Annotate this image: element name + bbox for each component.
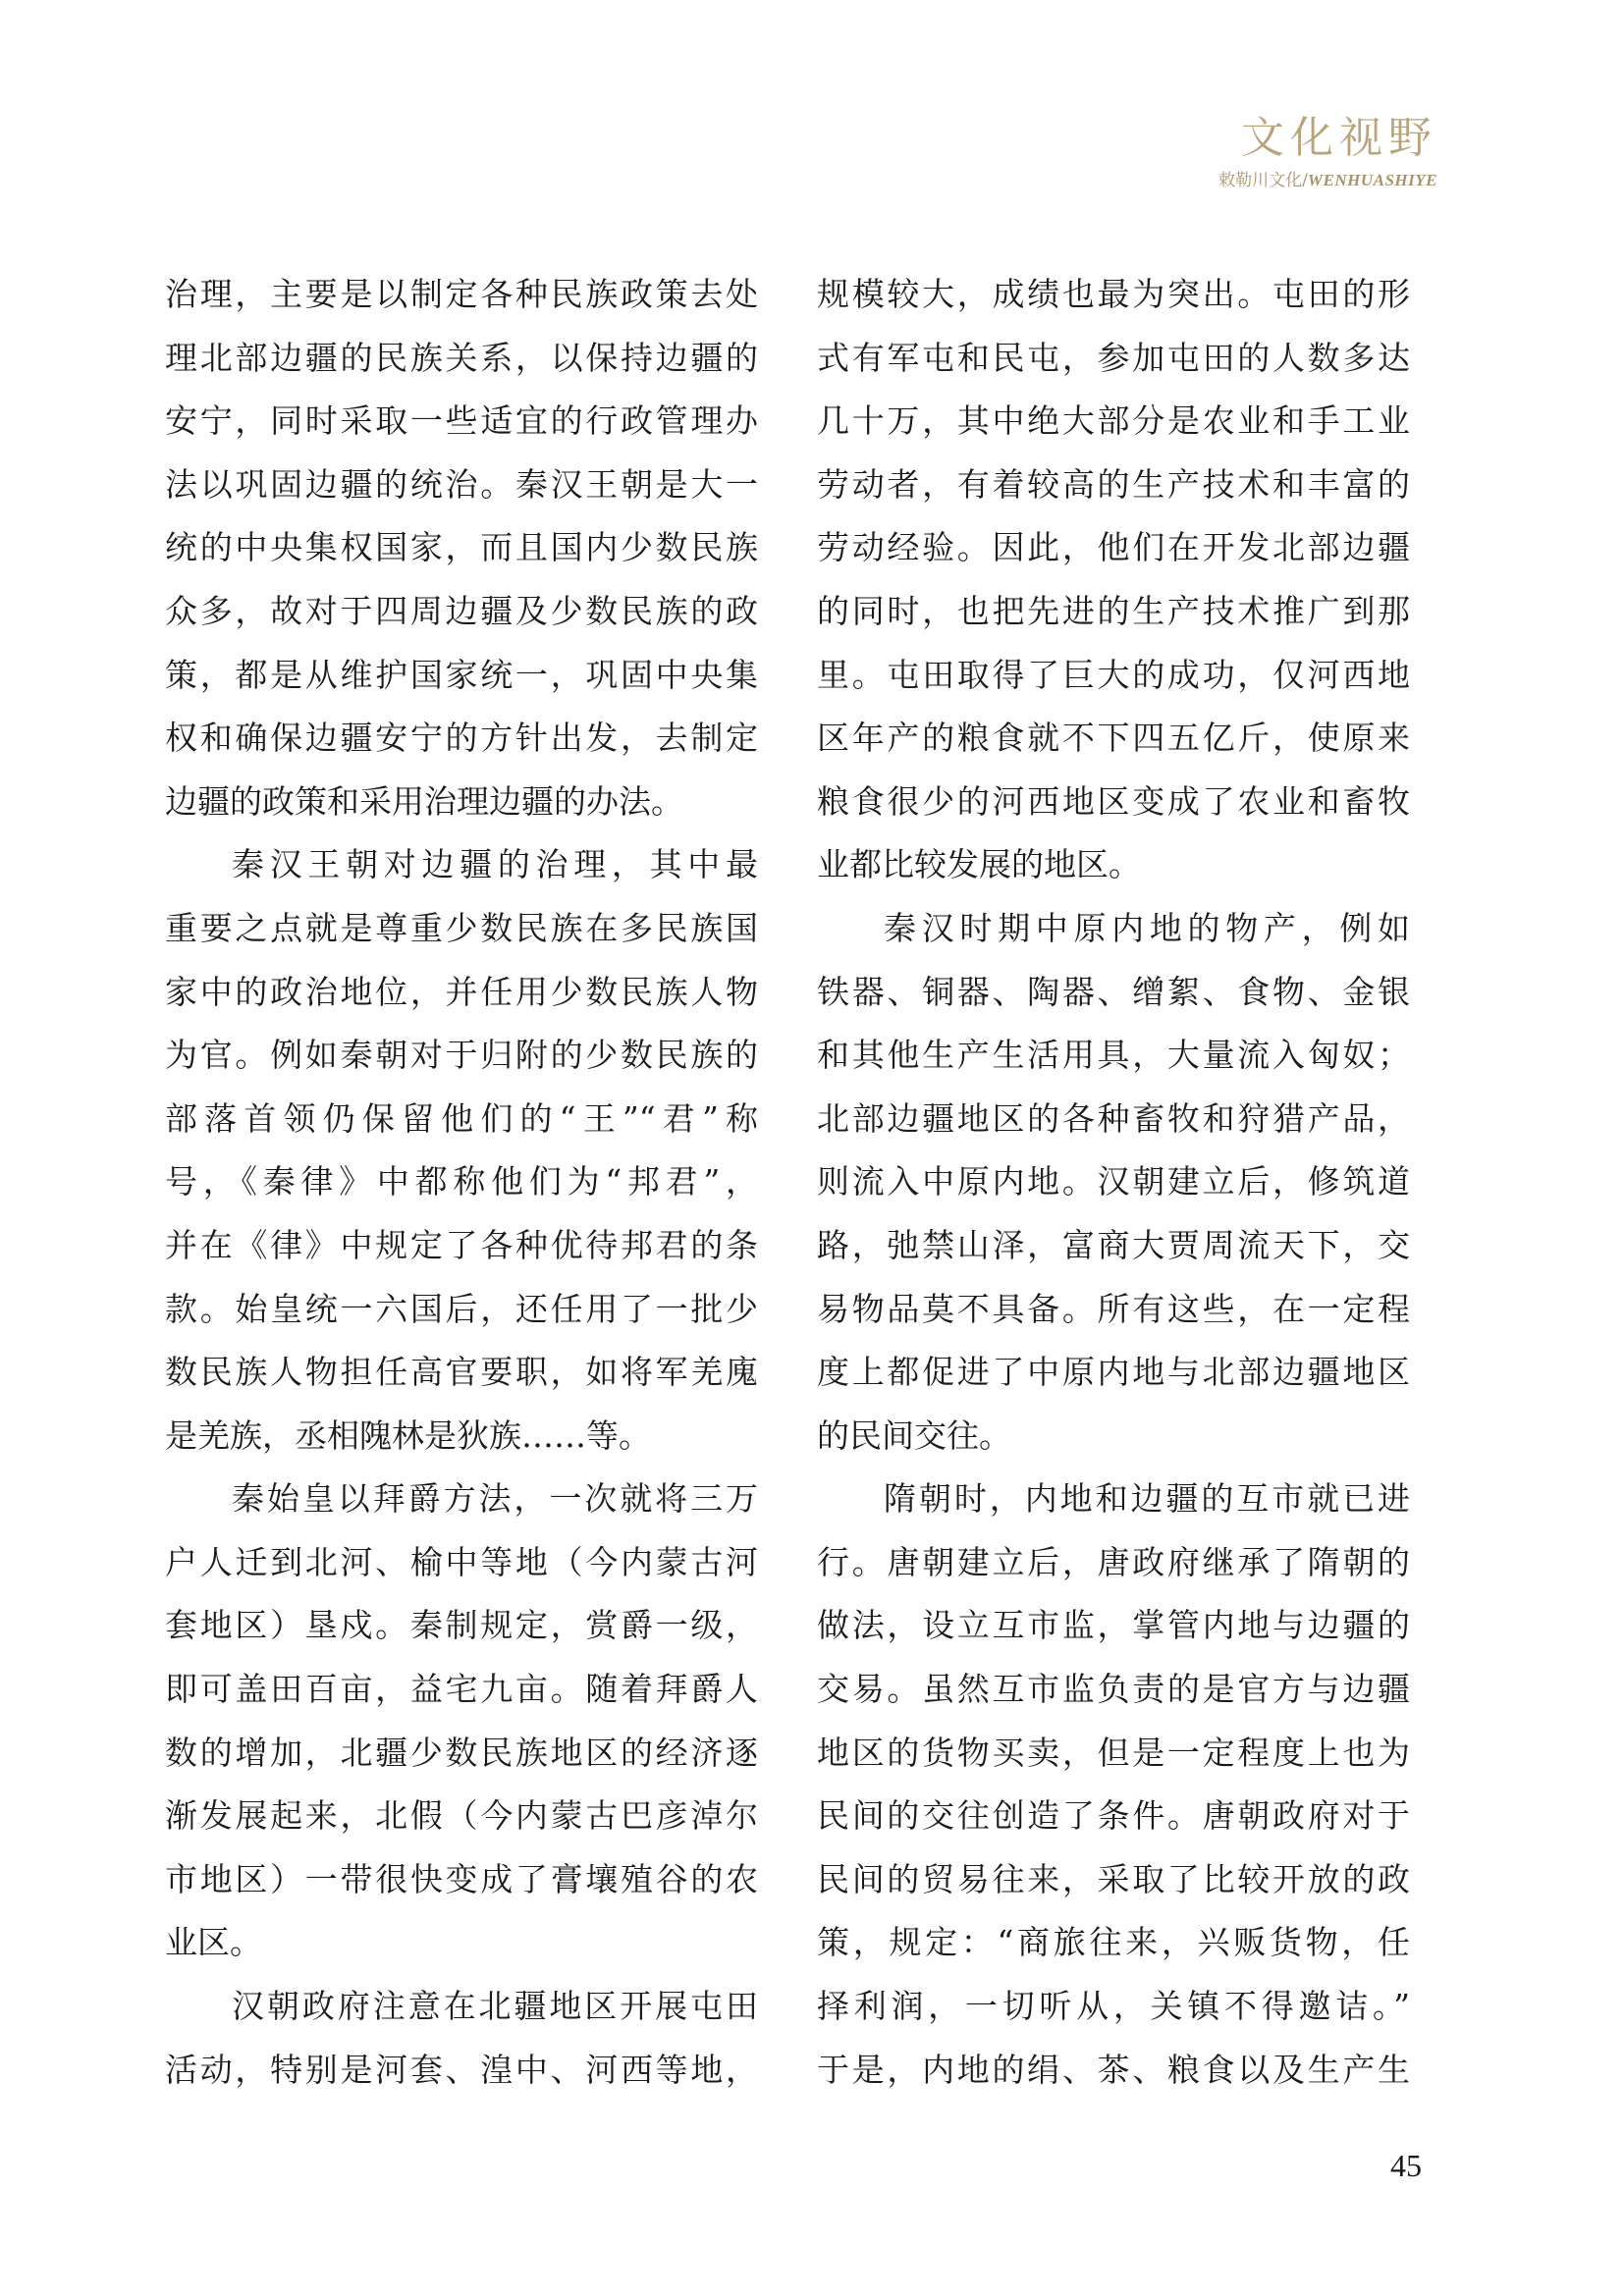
section-subtitle (1218, 169, 1437, 192)
section-title: 文化视野 (1241, 113, 1437, 163)
text-line: 则流入中原内地。汉朝建立后，修筑道 (817, 1162, 1410, 1201)
text-line: 户人迁到北河、榆中等地（今内蒙古河 (165, 1542, 758, 1581)
text-line: 治理，主要是以制定各种民族政策去处 (165, 275, 758, 313)
text-line: 家中的政治地位，并任用少数民族人物 (165, 972, 758, 1011)
text-line: 套地区）垦戍。秦制规定，赏爵一级， (165, 1606, 758, 1645)
left-column (165, 263, 758, 2102)
text-line: 隋朝时，内地和边疆的互市就已进 (884, 1479, 1410, 1519)
text-line: 渐发展起来，北假（今内蒙古巴彦淖尔 (165, 1796, 758, 1836)
text-line: 秦始皇以拜爵方法，一次就将三万 (232, 1479, 758, 1519)
text-line: 劳动者，有着较高的生产技术和丰富的 (817, 464, 1410, 504)
text-line: 众多，故对于四周边疆及少数民族的政 (165, 591, 758, 630)
text-line: 策，都是从维护国家统一，巩固中央集 (165, 655, 758, 694)
text-line: 数的增加，北疆少数民族地区的经济逐 (165, 1733, 758, 1772)
text-line: 策，规定：“商旅往来，兴贩货物，任 (817, 1923, 1410, 1962)
subtitle-english: WENHUASHIYE (1307, 171, 1437, 189)
text-line: 为官。例如秦朝对于归附的少数民族的 (165, 1036, 758, 1075)
text-line: 权和确保边疆安宁的方针出发，去制定 (165, 719, 758, 758)
text-line: 规模较大，成绩也最为突出。屯田的形 (817, 275, 1410, 313)
text-line: 择利润，一切听从，关镇不得邀诘。” (817, 1987, 1410, 2026)
text-line: 几十万，其中绝大部分是农业和手工业 (817, 401, 1410, 441)
text-line: 粮食很少的河西地区变成了农业和畜牧 (817, 781, 1410, 821)
right-column (817, 263, 1410, 2102)
text-line: 铁器、铜器、陶器、缯絮、食物、金银 (817, 972, 1410, 1011)
text-line: 民间的交往创造了条件。唐朝政府对于 (817, 1796, 1410, 1836)
text-line: 和其他生产生活用具，大量流入匈奴； (817, 1036, 1410, 1075)
text-line: 部落首领仍保留他们的“王”“君”称 (165, 1098, 758, 1138)
text-line: 行。唐朝建立后，唐政府继承了隋朝的 (817, 1542, 1410, 1581)
text-line: 劳动经验。因此，他们在开发北部边疆 (817, 528, 1410, 567)
page-number: 45 (1390, 2148, 1422, 2183)
text-line: 重要之点就是尊重少数民族在多民族国 (165, 908, 758, 947)
text-line: 边疆的政策和采用治理边疆的办法。 (165, 781, 683, 821)
text-line: 做法，设立互市监，掌管内地与边疆的 (817, 1606, 1410, 1645)
text-line: 的同时，也把先进的生产技术推广到那 (817, 591, 1410, 630)
text-line: 里。屯田取得了巨大的成功，仅河西地 (817, 655, 1410, 694)
text-line: 民间的贸易往来，采取了比较开放的政 (817, 1859, 1410, 1898)
text-line: 活动，特别是河套、湟中、河西等地， (165, 2050, 758, 2089)
text-line: 于是，内地的绢、茶、粮食以及生产生 (817, 2050, 1410, 2089)
text-line: 地区的货物买卖，但是一定程度上也为 (817, 1733, 1410, 1772)
text-line: 数民族人物担任高官要职，如将军羌廆 (165, 1353, 758, 1392)
subtitle-chinese: 敕勒川文化/ (1218, 171, 1308, 190)
text-line: 区年产的粮食就不下四五亿斤，使原来 (817, 719, 1410, 758)
text-line: 统的中央集权国家，而且国内少数民族 (165, 528, 758, 567)
text-line: 汉朝政府注意在北疆地区开展屯田 (232, 1987, 758, 2026)
text-line: 并在《律》中规定了各种优待邦君的条 (165, 1225, 758, 1264)
text-line: 即可盖田百亩，益宅九亩。随着拜爵人 (165, 1670, 758, 1709)
text-line: 业区。 (165, 1923, 262, 1962)
page-header (1218, 110, 1437, 192)
text-line: 秦汉时期中原内地的物产，例如 (884, 908, 1410, 947)
text-line: 款。始皇统一六国后，还任用了一批少 (165, 1289, 758, 1328)
text-line: 路，弛禁山泽，富商大贾周流天下，交 (817, 1225, 1410, 1264)
text-line: 安宁，同时采取一些适宜的行政管理办 (165, 401, 758, 441)
text-line: 的民间交往。 (817, 1415, 1011, 1455)
text-line: 法以巩固边疆的统治。秦汉王朝是大一 (165, 464, 758, 504)
text-line: 市地区）一带很快变成了膏壤殖谷的农 (165, 1859, 758, 1898)
text-line: 易物品莫不具备。所有这些，在一定程 (817, 1289, 1410, 1328)
text-line: 交易。虽然互市监负责的是官方与边疆 (817, 1670, 1410, 1709)
text-line: 理北部边疆的民族关系，以保持边疆的 (165, 338, 758, 377)
text-line: 度上都促进了中原内地与北部边疆地区 (817, 1353, 1410, 1392)
text-line: 式有军屯和民屯，参加屯田的人数多达 (817, 338, 1410, 377)
text-line: 业都比较发展的地区。 (817, 845, 1141, 884)
text-line: 是羌族，丞相隗林是狄族……等。 (165, 1415, 651, 1455)
text-line: 北部边疆地区的各种畜牧和狩猎产品， (817, 1098, 1410, 1138)
text-line: 秦汉王朝对边疆的治理，其中最 (232, 845, 758, 884)
text-line: 号，《秦律》中都称他们为“邦君”， (165, 1162, 758, 1201)
